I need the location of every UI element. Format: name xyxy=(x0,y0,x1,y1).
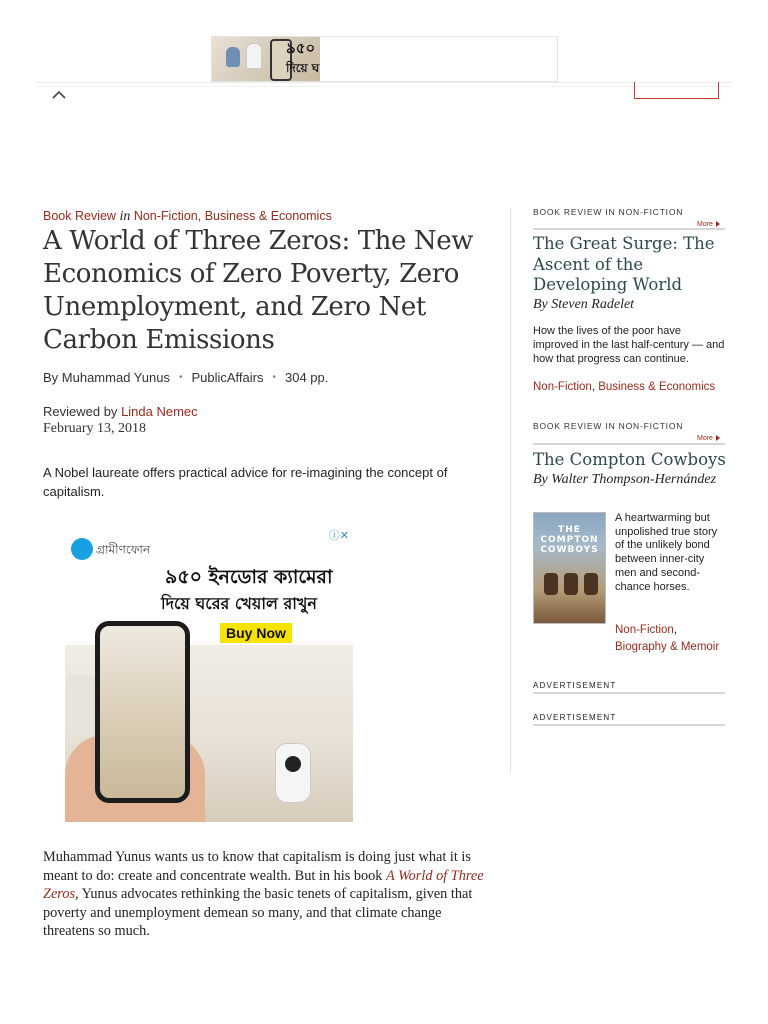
sidebar-card-1-tags: Non-Fiction, Business & Economics xyxy=(533,381,716,393)
ad-headline: ৯৫০ xyxy=(286,39,316,57)
ad-headline-line2: দিয়ে ঘরের খেয়াল রাখুন xyxy=(161,594,317,613)
breadcrumb-category-link[interactable]: Book Review xyxy=(43,209,116,223)
sidebar-card-1-tag-business[interactable]: Business & Economics xyxy=(598,381,716,393)
book-cover-image[interactable] xyxy=(533,512,606,624)
book-meta: By Muhammad Yunus • PublicAffairs • 304 pp. xyxy=(43,370,329,385)
breadcrumb-separator: , xyxy=(197,209,202,223)
sidebar-card-1-byline: By Steven Radelet xyxy=(533,297,635,312)
book-pages: 304 pp. xyxy=(285,370,329,385)
ad-phone-image xyxy=(95,621,190,803)
breadcrumb-tag-non-fiction[interactable]: Non-Fiction xyxy=(133,209,198,223)
cover-horse-shape xyxy=(584,573,598,595)
reviewer-line xyxy=(43,404,198,419)
article-title: A World of Three Zeros: The New Economics of Zero Poverty, Zero Unemployment, and Zero Net Carbon Emissions xyxy=(43,226,474,355)
sidebar-card-1-more-link[interactable]: More xyxy=(697,221,720,228)
sidebar-divider xyxy=(510,208,511,774)
sidebar-card-2-byline: By Walter Thompson-Hernández xyxy=(533,472,717,487)
book-title-link[interactable]: A World of Three Zeros xyxy=(43,867,484,902)
sidebar-card-2-tag-biography[interactable]: Biography & Memoir xyxy=(615,640,720,653)
adchoices-icon[interactable]: ⓘ✕ xyxy=(328,530,349,542)
article-body-paragraph: Muhammad Yunus wants us to know that capitalism is doing just what it is meant to do: create and concentrate wealth. But in his book A World of Three Zeros, Yunus advocates rethinking the basic tenets of capitalism, given that poverty and unemployment demean so many, and that climate change threatens so much. xyxy=(43,849,484,939)
buy-now-button[interactable]: Buy Now xyxy=(220,623,292,643)
ad-headline-line1: ৯৫০ ইনডোর ক্যামেরা xyxy=(165,566,333,588)
sidebar-card-2-tags: Non-Fiction, Biography & Memoir xyxy=(615,624,720,653)
sidebar-card-1-rule xyxy=(533,228,725,230)
advertisement-label-1: ADVERTISEMENT xyxy=(533,681,617,690)
cover-horse-shape xyxy=(544,573,558,595)
breadcrumb-tag-business[interactable]: Business & Economics xyxy=(204,209,332,223)
reviewer-link[interactable]: Linda Nemec xyxy=(121,404,198,419)
advertisement-rule-1 xyxy=(533,692,725,694)
sidebar-card-2-kicker: BOOK REVIEW IN NON-FICTION xyxy=(533,421,684,431)
ad-camera-image xyxy=(275,743,311,803)
sidebar-card-1-title[interactable]: The Great Surge: The Ascent of the Developing World xyxy=(533,234,715,294)
sidebar-card-2-rule xyxy=(533,443,725,445)
breadcrumb-in-word: in xyxy=(119,209,131,224)
breadcrumb xyxy=(43,209,332,225)
sidebar-card-2-more-link[interactable]: More xyxy=(697,435,720,442)
nav-divider xyxy=(36,82,732,83)
sidebar-card-2-tag-non-fiction[interactable]: Non-Fiction xyxy=(615,624,674,636)
publish-date: February 13, 2018 xyxy=(43,421,147,436)
header-action-button[interactable] xyxy=(634,82,719,99)
cover-horse-shape xyxy=(564,573,578,595)
ad-subheadline: দিয়ে ঘ xyxy=(286,61,320,75)
advertisement-rule-2 xyxy=(533,724,725,726)
book-author: By Muhammad Yunus xyxy=(43,370,170,385)
top-banner-ad[interactable] xyxy=(211,36,558,82)
article-dek: A Nobel laureate offers practical advice for re-imagining the concept of capitalism. xyxy=(43,465,448,499)
sidebar-card-2-description: A heartwarming but unpolished true story of the unlikely bond between inner-city men and second-chance horses. xyxy=(615,512,718,593)
reviewed-by-label: Reviewed by xyxy=(43,404,118,419)
sidebar-card-1-description: How the lives of the poor have improved in the last half-century — and how that progress can continue. xyxy=(533,325,725,365)
sidebar-card-2-title[interactable]: The Compton Cowboys xyxy=(533,450,726,469)
book-publisher: PublicAffairs xyxy=(191,370,264,385)
brand-logo-icon xyxy=(71,538,93,560)
inline-ad[interactable] xyxy=(65,525,353,822)
sidebar-card-1-tag-non-fiction[interactable]: Non-Fiction xyxy=(533,381,592,393)
nav-divider-secondary xyxy=(36,86,732,87)
ad-brand: গ্রামীণফোন xyxy=(71,539,150,562)
book-cover-title: THE COMPTON COWBOYS xyxy=(540,525,599,555)
sidebar-card-1-kicker: BOOK REVIEW IN NON-FICTION xyxy=(533,207,684,217)
chevron-up-icon[interactable] xyxy=(50,88,68,102)
advertisement-label-2: ADVERTISEMENT xyxy=(533,713,617,722)
